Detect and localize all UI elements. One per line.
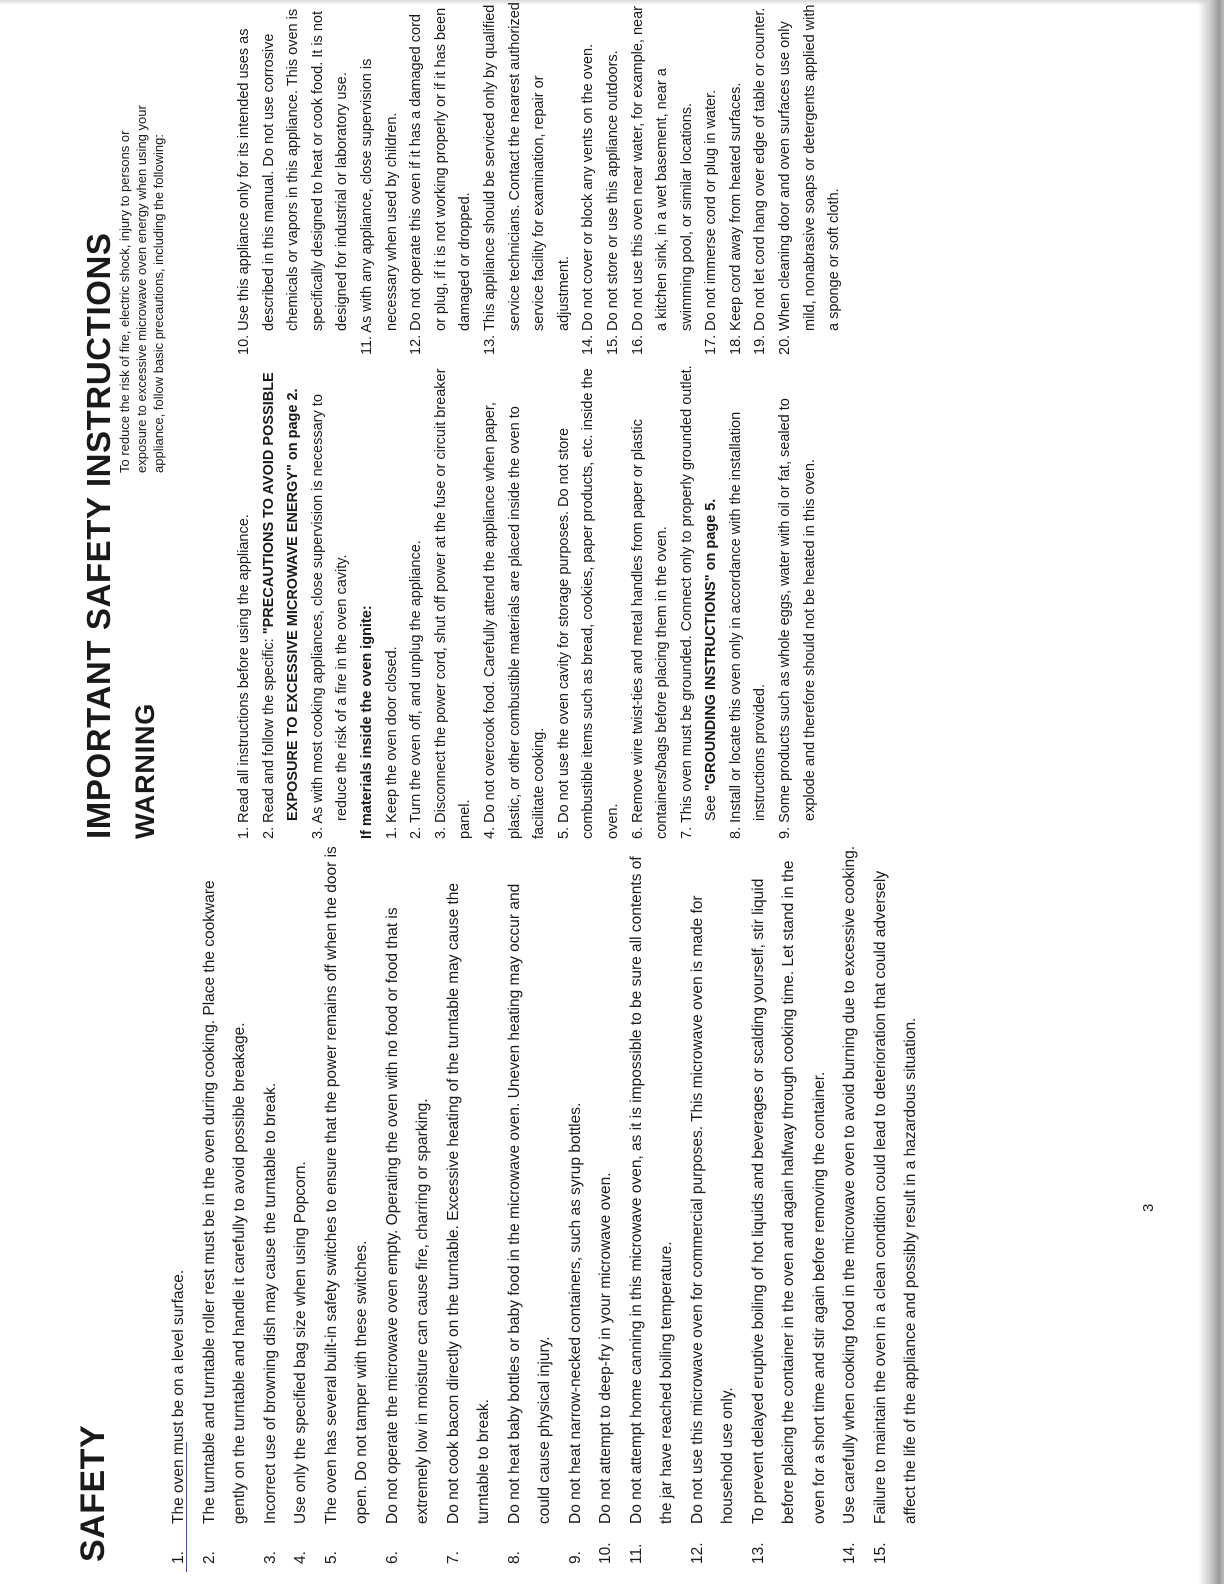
- instruction-item: 17. Do not immerse cord or plug in water.: [703, 89, 720, 355]
- safety-item-number: 11.: [627, 1543, 645, 1564]
- safety-item-number: 2.: [200, 1551, 218, 1564]
- instruction-item: 19. Do not let cord hang over edge of table or counter.: [752, 7, 769, 355]
- instruction-item: 3. As with most cooking appliances, close supervision is necessary to reduce the risk of a fire in the oven cavity.: [309, 394, 351, 839]
- fire-step: 3. Disconnect the power cord, shut off power at the fuse or circuit breaker panel.: [432, 368, 474, 839]
- instruction-item: 18. Keep cord away from heated surfaces.: [727, 82, 744, 355]
- safety-item-text: Do not cook bacon directly on the turntable. Excessive heating of the turntable may cause the turntable to break.: [444, 882, 492, 1524]
- safety-item-number: 3.: [261, 1551, 279, 1564]
- safety-item: [683, 844, 744, 1564]
- safety-item-number: 12.: [688, 1542, 706, 1564]
- fire-step: 1. Keep the oven door closed.: [383, 646, 400, 839]
- instruction-item: 12. Do not operate this oven if it has a damaged cord or plug, if it is not working properly or if it has been damaged or dropped.: [408, 7, 474, 355]
- safety-item-text: The oven has several built-in safety switches to ensure that the power remains off when the door is open. Do not tamper with these switches.: [322, 846, 370, 1524]
- safety-item-text: Use only the specified bag size when using Popcorn.: [292, 1161, 309, 1524]
- safety-page: [0, 839, 1224, 1584]
- safety-item-text: The oven must be on a level surface.: [170, 1269, 187, 1524]
- safety-item: [622, 844, 683, 1564]
- instruction-item: 9. Some products such as whole eggs, water with oil or fat, sealed to explode and therefore should not be heated in this oven.: [777, 398, 818, 839]
- page-number: 3: [1140, 1203, 1157, 1212]
- safety-item-number: 4.: [292, 1551, 309, 1564]
- safety-item-text: Do not attempt to deep-fry in your microwave oven.: [597, 1172, 614, 1524]
- safety-item-text: Do not heat narrow-necked containers, such as syrup bottles.: [566, 1102, 584, 1524]
- safety-item-text: Incorrect use of browning dish may cause the turntable to break.: [261, 1082, 279, 1524]
- safety-item: [256, 844, 287, 1564]
- safety-item: [835, 844, 866, 1564]
- safety-item-number: 10.: [597, 1542, 614, 1564]
- instructions-column-2: [232, 0, 847, 355]
- safety-item: [317, 844, 378, 1564]
- safety-title: SAFETY: [74, 1424, 112, 1562]
- safety-item-number: 9.: [566, 1551, 584, 1564]
- safety-item: [561, 844, 592, 1564]
- safety-item: [500, 844, 561, 1564]
- safety-item-number: 7.: [444, 1551, 462, 1564]
- safety-item-text: Do not heat baby bottles or baby food in the microwave oven. Uneven heating may occur and could cause physical injury.: [505, 883, 553, 1524]
- instruction-item: 4. Do not overcook food. Carefully attend the appliance when paper, plastic, or other combustible materials are placed inside the oven to facilitate cooking.: [481, 402, 548, 839]
- safety-item: [744, 844, 836, 1564]
- instruction-item: 13. This appliance should be serviced only by qualified service technicians. Contact the nearest authorized service facility for examination, repair or adjustment.: [481, 2, 572, 355]
- warning-intro: To reduce the risk of fire, electric shock, injury to persons or exposure to excessive microwave oven energy when using your appliance, follow basic precautions, including the following:: [117, 105, 166, 473]
- instruction-item: 10. Use this appliance only for its intended uses as described in this manual. Do not use corrosive chemicals or vapors in this appliance. This oven is specifically designed to heat or cook food. It is not designed for industrial or laboratory use.: [236, 8, 351, 355]
- important-safety-title: IMPORTANT SAFETY INSTRUCTIONS: [80, 232, 117, 839]
- safety-item-number: 15.: [871, 1542, 889, 1564]
- instruction-item: 16. Do not use this oven near water, for example, near a kitchen sink, in a wet basement, near a swimming pool, or similar locations.: [629, 5, 695, 355]
- warning-heading: WARNING: [130, 702, 160, 839]
- safety-item: [866, 844, 927, 1564]
- fire-step: 2. Turn the oven off, and unplug the appliance.: [408, 540, 425, 839]
- instruction-item: [257, 364, 306, 839]
- instruction-item: 20. When cleaning door and oven surfaces use only mild, nonabrasive soaps or detergents applied with a sponge or soft cloth.: [777, 4, 843, 355]
- instruction-item: 11. As with any appliance, close supervision is necessary when used by children.: [358, 58, 400, 355]
- instruction-item: 1. Read all instructions before using the appliance.: [236, 514, 252, 839]
- safety-item-number: 1.: [170, 1551, 187, 1564]
- safety-item-text: Use carefully when cooking food in the microwave oven to avoid burning due to excessive cooking.: [841, 845, 858, 1524]
- safety-item-number: 8.: [505, 1551, 523, 1564]
- safety-item-text: Do not attempt home canning in this microwave oven, as it is impossible to be sure all contents of the jar have reached boiling temperature.: [627, 856, 675, 1524]
- instruction-item: 15. Do not store or use this appliance outdoors.: [604, 50, 621, 355]
- fire-heading: If materials inside the oven ignite:: [358, 605, 375, 839]
- instruction-item: 5. Do not use the oven cavity for storage purposes. Do not store combustible items such as bread, cookies, paper products, etc. inside the oven.: [555, 368, 621, 839]
- safety-item-text: The turntable and turntable roller rest must be in the oven during cooking. Place the cookware gently on the turntable and handle it carefully to avoid possible breakage.: [200, 880, 248, 1524]
- safety-item: [164, 844, 195, 1564]
- instruction-item: [675, 364, 724, 839]
- safety-item-number: 13.: [749, 1542, 767, 1564]
- safety-item: [591, 844, 622, 1564]
- instruction-item: 6. Remove wire twist-ties and metal handles from paper or plastic containers/bags before placing them in the oven.: [629, 419, 671, 839]
- instructions-column-1: [232, 364, 822, 839]
- safety-item-text: Do not operate the microwave oven empty. Operating the oven with no food or food that is extremely low in moisture can cause fire, charring or sparking.: [383, 907, 431, 1524]
- safety-item: [439, 844, 500, 1564]
- safety-item-number: 6.: [383, 1551, 401, 1564]
- instruction-text: 2. Read and follow the specific:: [260, 634, 277, 839]
- safety-item: [195, 844, 256, 1564]
- safety-item: [286, 844, 317, 1564]
- safety-item-number: 5.: [322, 1551, 340, 1564]
- instruction-item: 8. Install or locate this oven only in accordance with the installation instructions provided.: [727, 411, 769, 839]
- safety-list: [164, 844, 927, 1564]
- safety-item-text: To prevent delayed eruptive boiling of hot liquids and beverages or scalding yourself, stir liquid before placing the container in the oven and again halfway through cooking time. Let stand in the oven for a short time and stir again before removing the container.: [749, 860, 828, 1524]
- precautions-reference: "PRECAUTIONS TO AVOID POSSIBLE EXPOSURE TO EXCESSIVE MICROWAVE ENERGY" on page 2.: [260, 372, 302, 821]
- instruction-item: 14. Do not cover or block any vents on the oven.: [580, 43, 597, 355]
- instruction-text: 7. This oven must be grounded. Connect only to properly grounded outlet. See: [678, 365, 720, 839]
- safety-item-text: Failure to maintain the oven in a clean condition could lead to deterioration that could adversely affect the life of the appliance and possibly result in a hazardous situation.: [871, 870, 919, 1524]
- safety-item: [378, 844, 439, 1564]
- safety-item-text: Do not use this microwave oven for commercial purposes. This microwave oven is made for household use only.: [688, 895, 736, 1524]
- grounding-reference: "GROUNDING INSTRUCTIONS" on page 5.: [703, 498, 720, 792]
- safety-item-number: 14.: [841, 1542, 858, 1564]
